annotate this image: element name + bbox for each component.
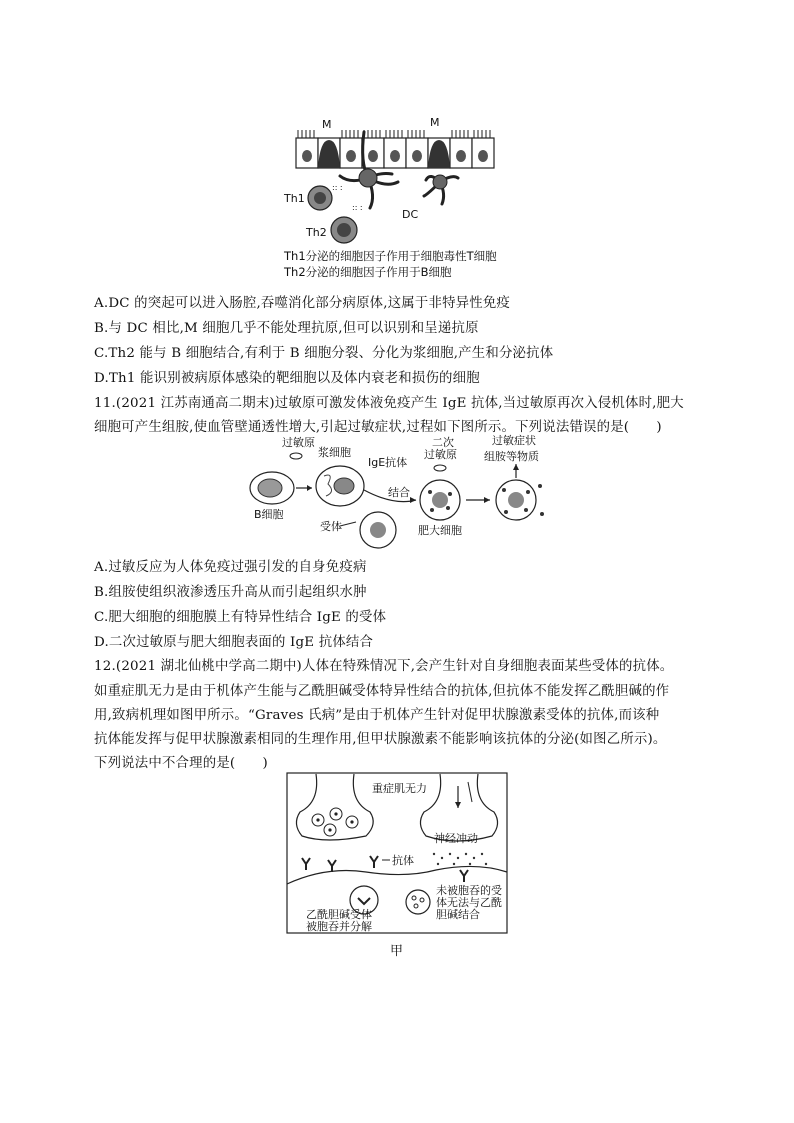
q11-option-d: D.二次过敏原与肥大细胞表面的 IgE 抗体结合 [94,635,374,650]
label-th2: Th2 [306,226,327,239]
label-receptor-right-1: 未被胞吞的受 [436,884,502,897]
figure-caption-jia: 甲 [390,944,404,959]
label-ige: IgE抗体 [368,456,408,469]
label-allergen: 过敏原 [282,436,315,449]
label-nerve-impulse: 神经冲动 [434,832,478,845]
label-histamine: 组胺等物质 [484,450,539,463]
label-m-left: M [322,118,332,131]
q11-stem-line-2: 细胞可产生组胺,使血管壁通透性增大,引起过敏症状,过程如下图所示。下列说法错误的是( ) [94,420,662,435]
q11-option-a: A.过敏反应为人体免疫过强引发的自身免疫病 [94,560,367,575]
label-receptor-left-1: 乙酰胆碱受体 [306,908,372,921]
label-bind: 结合 [388,486,410,499]
q10-option-b: B.与 DC 相比,M 细胞几乎不能处理抗原,但可以识别和呈递抗原 [94,321,479,336]
label-second-allergen-1: 二次 [432,436,454,449]
figure-myasthenia-gravis [286,772,508,934]
q12-stem-line-1: 12.(2021 湖北仙桃中学高二期中)人体在特殊情况下,会产生针对自身细胞表面某些受体的抗体。 [94,659,674,674]
q12-stem-line-4: 抗体能发挥与促甲状腺激素相同的生理作用,但甲状腺激素不能影响该抗体的分泌(如图乙所示)。 [94,732,667,747]
label-receptor-right-2: 体无法与乙酰 [436,896,502,909]
fig10-caption-1: Th1分泌的细胞因子作用于细胞毒性T细胞 [284,249,497,263]
svg-text::: :: :: : [352,203,363,212]
figure-dc-intestine [280,112,520,250]
figure-allergy-process [244,434,564,554]
label-th1: Th1 [284,192,305,205]
label-receptor-right-3: 胆碱结合 [436,908,480,921]
q11-option-b: B.组胺使组织液渗透压升高从而引起组织水肿 [94,585,367,600]
q12-stem-line-2: 如重症肌无力是由于机体产生能与乙酰胆碱受体特异性结合的抗体,但抗体不能发挥乙酰胆碱的作 [94,684,670,699]
q10-option-c: C.Th2 能与 B 细胞结合,有利于 B 细胞分裂、分化为浆细胞,产生和分泌抗体 [94,346,554,361]
label-receptor-left-2: 被胞吞并分解 [306,920,372,933]
q11-stem-line-1: 11.(2021 江苏南通高二期末)过敏原可激发体液免疫产生 IgE 抗体,当过敏原再次入侵机体时,肥大 [94,396,684,411]
svg-text::: :: :: : [332,183,343,192]
label-symptom: 过敏症状 [492,434,536,447]
q12-stem-line-5: 下列说法中不合理的是( ) [94,756,268,771]
label-plasma-cell: 浆细胞 [318,446,351,459]
q10-option-d: D.Th1 能识别被病原体感染的靶细胞以及体内衰老和损伤的细胞 [94,371,480,386]
q12-stem-line-3: 用,致病机理如图甲所示。“Graves 氏病”是由于机体产生针对促甲状腺激素受体的抗体,而该种 [94,708,660,723]
q11-option-c: C.肥大细胞的细胞膜上有特异性结合 IgE 的受体 [94,610,387,625]
label-myasthenia-title: 重症肌无力 [372,782,427,795]
label-antibody: 抗体 [392,854,414,867]
label-mast-cell: 肥大细胞 [418,524,462,537]
q10-option-a: A.DC 的突起可以进入肠腔,吞噬消化部分病原体,这属于非特异性免疫 [94,296,511,311]
fig10-caption-2: Th2分泌的细胞因子作用于B细胞 [284,265,452,279]
label-receptor: 受体 [320,520,342,533]
label-dc: DC [402,208,419,221]
label-second-allergen-2: 过敏原 [424,448,457,461]
label-b-cell: B细胞 [254,508,284,521]
label-m-right: M [430,116,440,129]
